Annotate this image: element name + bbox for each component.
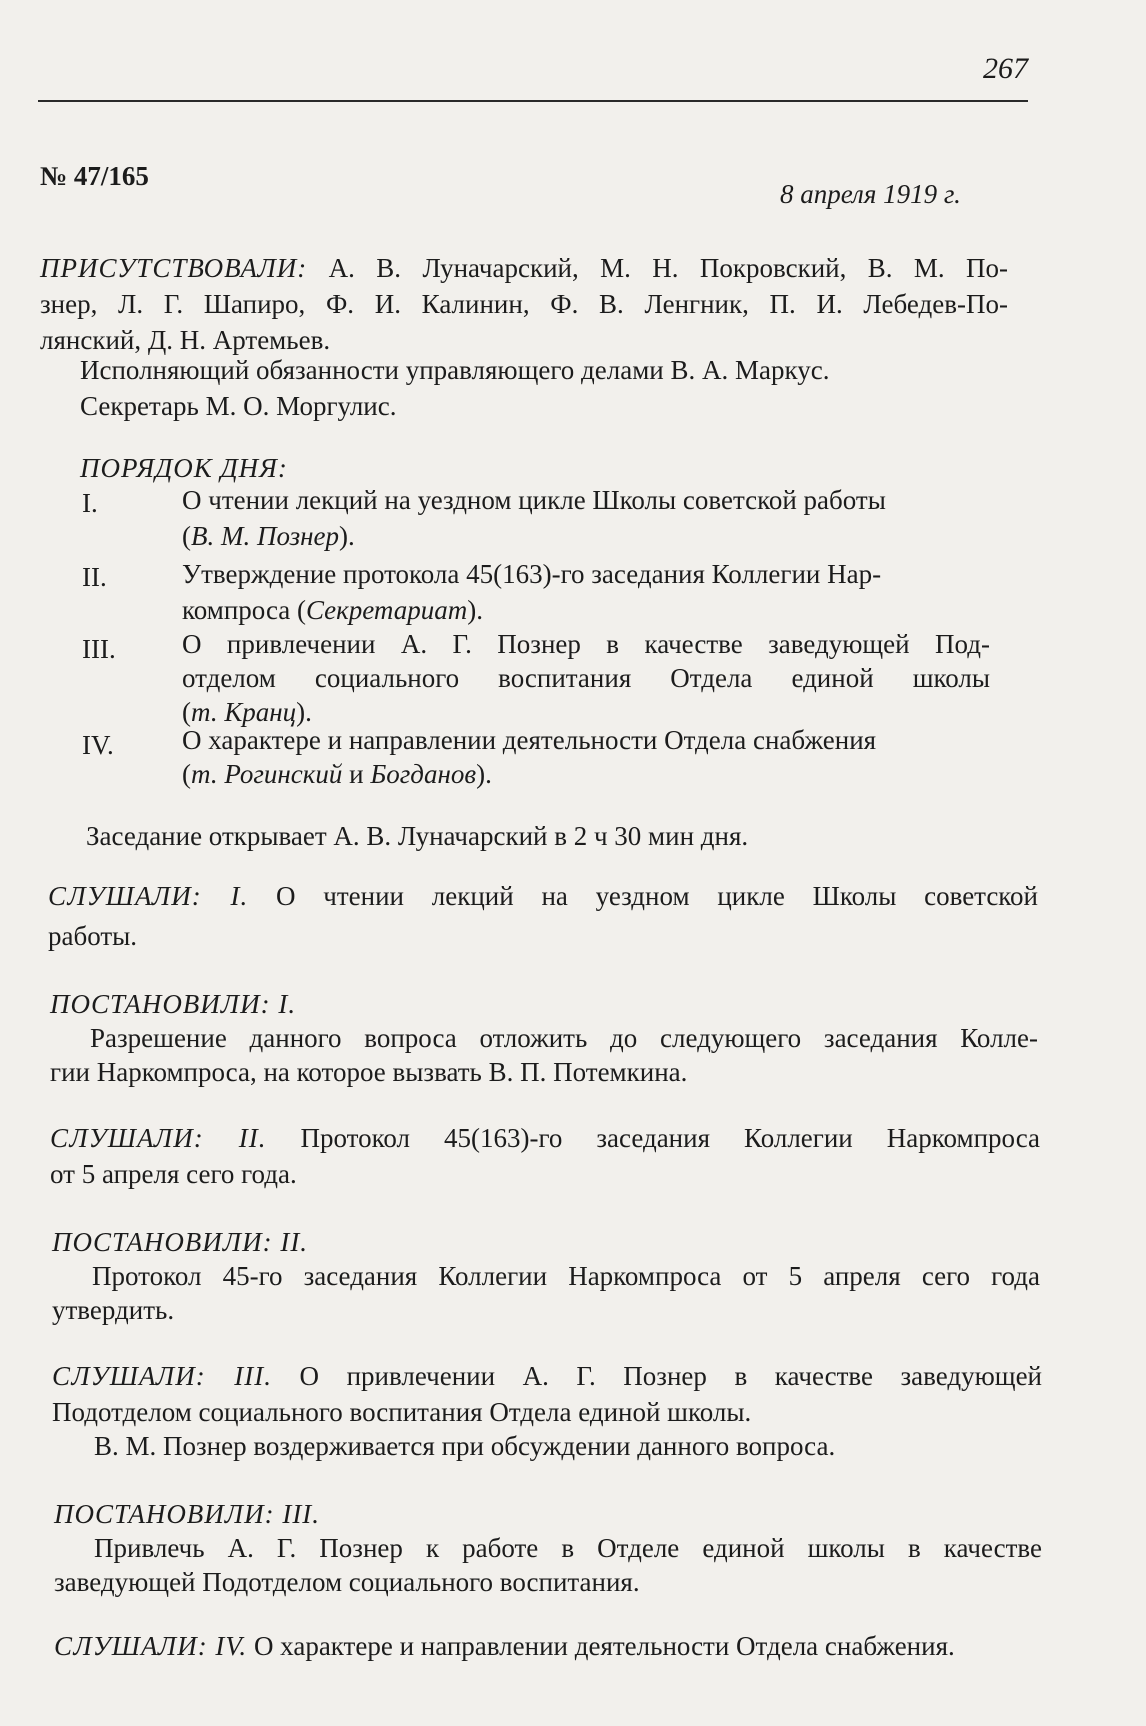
opening-statement: Заседание открывает А. В. Луначарский в 2 ч 30 мин дня.: [86, 821, 749, 851]
heard-2-line-2: от 5 апреля сего года.: [50, 1159, 297, 1189]
page-number: 267: [983, 52, 1028, 85]
agenda-num-3: III.: [82, 634, 116, 664]
present-label: ПРИСУТСТВОВАЛИ:: [40, 253, 308, 283]
heard-2-line-1: СЛУШАЛИ: II. Протокол 45(163)-го заседания Коллегии Наркомпроса: [50, 1123, 1040, 1153]
agenda-item-1-responsible: В. М. Познер: [191, 521, 340, 551]
heard-1-line-2: работы.: [48, 921, 138, 951]
decided-3-label: ПОСТАНОВИЛИ: III.: [54, 1499, 321, 1529]
present-line-3: лянский, Д. Н. Артемьев.: [40, 325, 331, 355]
decided-2-line-1: Протокол 45-го заседания Коллегии Наркомпроса от 5 апреля сего года: [92, 1261, 1040, 1291]
heard-3-line-1: СЛУШАЛИ: III. О привлечении А. Г. Познер в качестве заведующей: [52, 1361, 1043, 1391]
agenda-item-2-line-1: Утверждение протокола 45(163)-го заседания Коллегии Нар-: [182, 559, 882, 589]
agenda-num-1: I.: [82, 488, 98, 518]
agenda-item-3-responsible: т. Кранц: [191, 697, 297, 727]
heard-1-line-1: СЛУШАЛИ: I. О чтении лекций на уездном цикле Школы советской: [48, 881, 1038, 911]
agenda-label: ПОРЯДОК ДНЯ:: [80, 453, 288, 483]
decided-3-line-1: Привлечь А. Г. Познер к работе в Отделе единой школы в качестве: [94, 1533, 1042, 1563]
heard-3-label: СЛУШАЛИ: III.: [52, 1361, 272, 1391]
decided-1-line-2: гии Наркомпроса, на которое вызвать В. П. Потемкина.: [50, 1057, 688, 1087]
agenda-item-4-responsible-2: Богданов: [370, 759, 477, 789]
secretary: Секретарь М. О. Моргулис.: [80, 391, 397, 421]
decided-2-label: ПОСТАНОВИЛИ: II.: [52, 1227, 309, 1257]
agenda-item-4-line-1: О характере и направлении деятельности Отдела снабжения: [182, 725, 877, 755]
decided-3-line-2: заведующей Подотделом социального воспитания.: [54, 1567, 640, 1597]
heard-2-label: СЛУШАЛИ: II.: [50, 1123, 267, 1153]
agenda-item-3-line-3: (т. Кранц).: [182, 697, 312, 727]
decided-2-line-2: утвердить.: [52, 1295, 175, 1325]
present-line-2: знер, Л. Г. Шапиро, Ф. И. Калинин, Ф. В. Ленгник, П. И. Лебедев-По-: [40, 289, 1008, 319]
heard-4-label: СЛУШАЛИ: IV.: [54, 1631, 248, 1661]
agenda-item-2-responsible: Секретариат: [305, 595, 468, 625]
acting-manager: Исполняющий обязанности управляющего делами В. А. Маркус.: [80, 355, 830, 385]
doc-date: 8 апреля 1919 г.: [780, 179, 961, 209]
heard-1-label: СЛУШАЛИ: I.: [48, 881, 249, 911]
present-line-1: [40, 250, 1008, 286]
agenda-item-3-line-2: отделом социального воспитания Отдела единой школы: [182, 663, 990, 693]
present-text-1: А. В. Луначарский, М. Н. Покровский, В. М. По-: [328, 253, 1009, 283]
agenda-item-1-line-1: О чтении лекций на уездном цикле Школы советской работы: [182, 485, 886, 515]
agenda-item-2-line-2: компроса (Секретариат).: [182, 595, 483, 625]
heard-4-line-1: СЛУШАЛИ: IV. О характере и направлении деятельности Отдела снабжения.: [54, 1631, 955, 1661]
heard-3-line-3: В. М. Познер воздерживается при обсуждении данного вопроса.: [94, 1431, 836, 1461]
heard-3-line-2: Подотделом социального воспитания Отдела единой школы.: [52, 1397, 752, 1427]
agenda-num-2: II.: [82, 562, 107, 592]
agenda-item-4-responsible-1: т. Рогинский: [191, 759, 343, 789]
agenda-num-4: IV.: [82, 730, 114, 760]
decided-1-label: ПОСТАНОВИЛИ: I.: [50, 989, 297, 1019]
doc-number: № 47/165: [40, 161, 149, 191]
header-rule: [38, 100, 1028, 102]
agenda-item-1-line-2: (В. М. Познер).: [182, 521, 355, 551]
agenda-item-4-line-2: (т. Рогинский и Богданов).: [182, 759, 492, 789]
agenda-item-3-line-1: О привлечении А. Г. Познер в качестве заведующей Под-: [182, 629, 990, 659]
decided-1-line-1: Разрешение данного вопроса отложить до следующего заседания Колле-: [90, 1023, 1038, 1053]
